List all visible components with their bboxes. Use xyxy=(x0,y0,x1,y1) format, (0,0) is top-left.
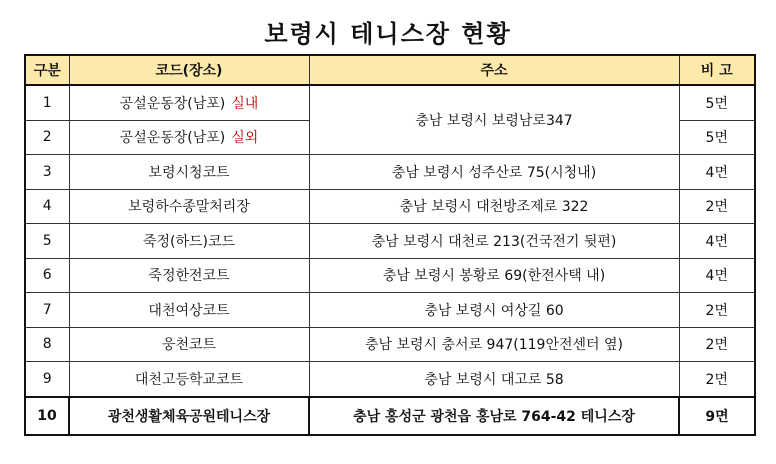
row-note: 4면 xyxy=(679,258,755,293)
row-place xyxy=(69,85,309,120)
page-title: 보령시 테니스장 현황 xyxy=(264,20,512,48)
place-tag: 실외 xyxy=(231,130,259,147)
row-note: 2면 xyxy=(679,293,755,328)
row-place: 보령하수종말처리장 xyxy=(69,189,309,224)
header-number: 구분 xyxy=(25,55,69,85)
row-note: 2면 xyxy=(679,362,755,397)
row-number: 1 xyxy=(25,85,69,120)
row-place xyxy=(69,120,309,155)
row-address: 충남 보령시 대천로 213(건국전기 뒷편) xyxy=(309,224,679,259)
row-place: 죽정한전코트 xyxy=(69,258,309,293)
row-place: 보령시청코트 xyxy=(69,155,309,190)
table-row xyxy=(25,224,755,259)
row-note: 4면 xyxy=(679,155,755,190)
tennis-court-table xyxy=(24,54,756,436)
tennis-court-table-container xyxy=(24,54,754,436)
table-row xyxy=(25,155,755,190)
row-address: 충남 보령시 여상길 60 xyxy=(309,293,679,328)
row-note: 9면 xyxy=(679,397,755,435)
row-number: 5 xyxy=(25,224,69,259)
row-number: 8 xyxy=(25,327,69,362)
row-number: 10 xyxy=(25,397,69,435)
table-header-row xyxy=(25,55,755,85)
row-address: 충남 보령시 대고로 58 xyxy=(309,362,679,397)
place-name: 공설운동장(남포) xyxy=(119,130,226,147)
row-number: 3 xyxy=(25,155,69,190)
table-row xyxy=(25,189,755,224)
header-note: 비 고 xyxy=(679,55,755,85)
row-place: 대천여상코트 xyxy=(69,293,309,328)
table-row-highlighted xyxy=(25,397,755,435)
place-tag: 실내 xyxy=(231,95,259,112)
table-row xyxy=(25,258,755,293)
place-name: 공설운동장(남포) xyxy=(119,95,226,112)
row-number: 2 xyxy=(25,120,69,155)
row-place: 광천생활체육공원테니스장 xyxy=(69,397,309,435)
header-place: 코드(장소) xyxy=(69,55,309,85)
row-note: 4면 xyxy=(679,224,755,259)
row-number: 9 xyxy=(25,362,69,397)
row-address: 충남 보령시 성주산로 75(시청내) xyxy=(309,155,679,190)
row-note: 5면 xyxy=(679,85,755,120)
row-address: 충남 보령시 충서로 947(119안전센터 옆) xyxy=(309,327,679,362)
table-row xyxy=(25,362,755,397)
row-place: 웅천코트 xyxy=(69,327,309,362)
row-address: 충남 보령시 대천방조제로 322 xyxy=(309,189,679,224)
header-address: 주소 xyxy=(309,55,679,85)
table-row xyxy=(25,327,755,362)
row-address: 충남 보령시 보령남로347 xyxy=(309,85,679,155)
table-row xyxy=(25,293,755,328)
row-address: 충남 보령시 봉황로 69(한전사택 내) xyxy=(309,258,679,293)
table-row xyxy=(25,85,755,120)
row-note: 2면 xyxy=(679,189,755,224)
row-note: 5면 xyxy=(679,120,755,155)
row-place: 죽정(하드)코드 xyxy=(69,224,309,259)
row-number: 4 xyxy=(25,189,69,224)
row-number: 7 xyxy=(25,293,69,328)
row-place: 대천고등학교코트 xyxy=(69,362,309,397)
row-number: 6 xyxy=(25,258,69,293)
row-note: 2면 xyxy=(679,327,755,362)
row-address: 충남 홍성군 광천읍 홍남로 764-42 테니스장 xyxy=(309,397,679,435)
